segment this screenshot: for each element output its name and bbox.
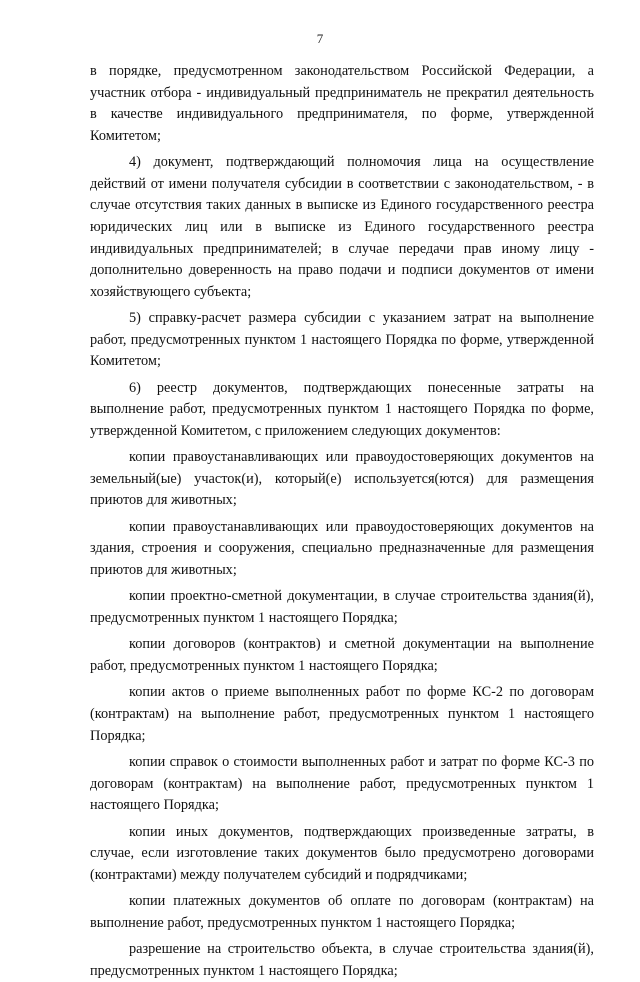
page-number: 7 bbox=[316, 31, 324, 46]
list-item-payment-documents: копии платежных документов об оплате по договорам (контрактам) на выполнение работ, предусмотренных пунктом 1 настоящего Порядка; bbox=[90, 893, 594, 931]
paragraph-item-6: 6) реестр документов, подтверждающих понесенные затраты на выполнение работ, предусмотренных пунктом 1 настоящего Порядка по форме, утвержденной Комитетом, с приложением следующих документов: bbox=[90, 379, 594, 439]
list-item-other-documents: копии иных документов, подтверждающих произведенные затраты, в случае, если изготовление таких документов было предусмотрено договорами (контрактами) между получателем субсидий и подрядчиками; bbox=[90, 823, 594, 883]
list-item-land-documents: копии правоустанавливающих или правоудостоверяющих документов на земельный(ые) участок(и), который(е) используется(ются) для размещения приютов для животных; bbox=[90, 449, 594, 509]
list-item-contracts: копии договоров (контрактов) и сметной документации на выполнение работ, предусмотренных пунктом 1 настоящего Порядка; bbox=[90, 636, 594, 675]
list-item-construction-permit: разрешение на строительство объекта, в случае строительства здания(й), предусмотренных пунктом 1 настоящего Порядка; bbox=[90, 941, 594, 979]
list-item-building-documents: копии правоустанавливающих или правоудостоверяющих документов на здания, строения и сооружения, специально предназначенные для размещения приютов для животных; bbox=[90, 518, 594, 579]
list-item-ks2-acts: копии актов о приеме выполненных работ по форме КС-2 по договорам (контрактам) на выполнение работ, предусмотренных пунктом 1 настоящего Порядка; bbox=[90, 684, 594, 744]
document-body bbox=[90, 61, 594, 982]
list-item-design-documentation: копии проектно-сметной документации, в случае строительства здания(й), предусмотренных пунктом 1 настоящего Порядка; bbox=[90, 588, 594, 627]
paragraph-item-5: 5) справку-расчет размера субсидии с указанием затрат на выполнение работ, предусмотренных пунктом 1 настоящего Порядка по форме, утвержденной Комитетом; bbox=[90, 310, 594, 370]
paragraph-item-4: 4) документ, подтверждающий полномочия лица на осуществление действий от имени получателя субсидии в соответствии с законодательством, - в случае отсутствия таких данных в выписке из Единого государственного реестра юридических лиц или в выписке из Единого государственного реестра индивидуальных предпринимателей; в случае передачи прав иному лицу - дополнительно доверенность на право подачи и подписи документов от имени хозяйствующего субъекта; bbox=[90, 154, 594, 300]
list-item-ks3-certificates: копии справок о стоимости выполненных работ и затрат по форме КС-3 по договорам (контрактам) на выполнение работ, предусмотренных пунктом 1 настоящего Порядка; bbox=[90, 753, 594, 814]
paragraph-continuation: в порядке, предусмотренном законодательством Российской Федерации, а участник отбора - индивидуальный предприниматель не прекратил деятельность в качестве индивидуального предпринимателя, по форме, утвержденной Комитетом; bbox=[90, 63, 594, 144]
